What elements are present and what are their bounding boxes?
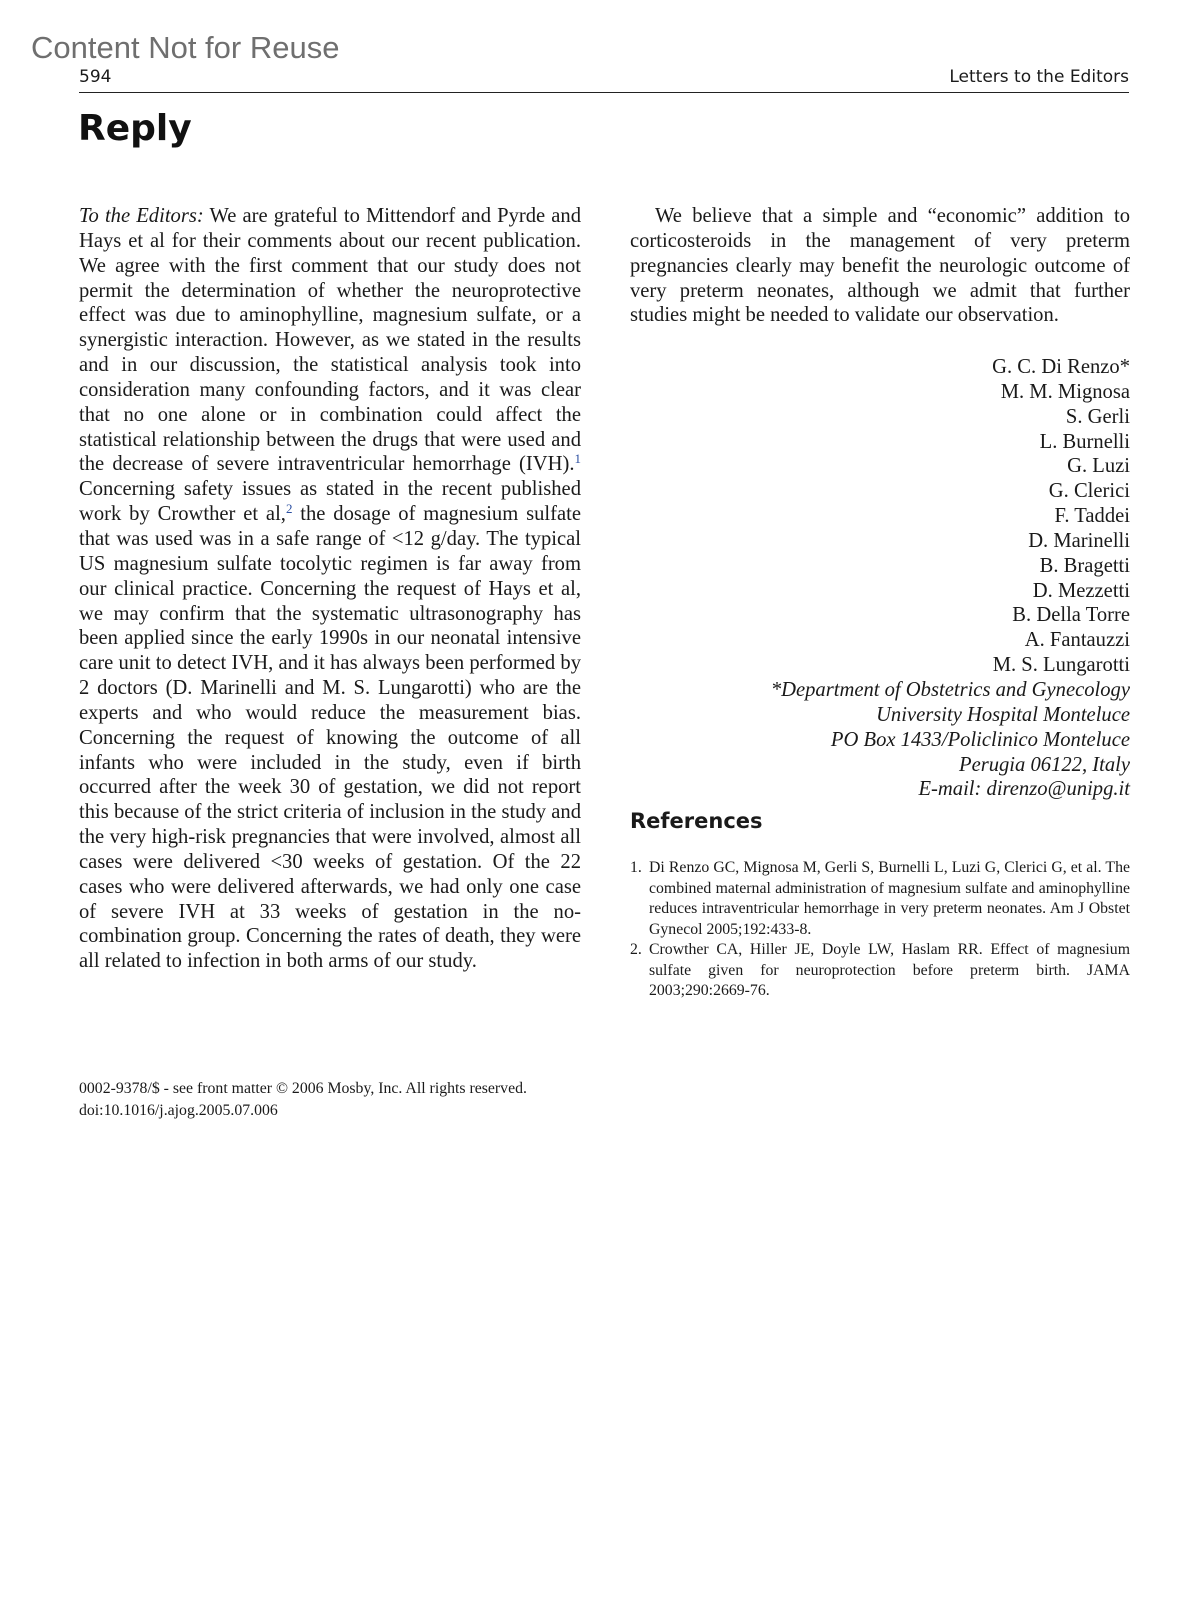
author-name: B. Bragetti [1039, 554, 1130, 577]
reference-number: 1. [630, 859, 642, 876]
reference-item [630, 940, 1130, 1002]
reference-text: Crowther CA, Hiller JE, Doyle LW, Haslam RR. Effect of magnesium sulfate given for neuroprotection before preterm birth. JAMA 2003;290:2669-76. [649, 941, 1130, 999]
author-email[interactable]: E-mail: direnzo@unipg.it [918, 778, 1130, 801]
affiliation-line: PO Box 1433/Policlinico Monteluce [830, 728, 1130, 751]
author-name: G. Clerici [1048, 480, 1130, 503]
body-text-1: We are grateful to Mittendorf and Pyrde and Hays et al for their comments about our recent publication. We agree with the first comment that our study does not permit the determination of whether the neuroprotective effect was due to aminophylline, magnesium sulfate, or a synergistic interaction. However, as we stated in the results and in our discussion, the statistical analysis took into consideration many confounding factors, and it was clear that no one alone or in combination could affect the statistical relationship between the drugs that were used and the decrease of severe intraventricular hemorrhage (IVH). [79, 205, 581, 476]
citation-2[interactable]: 2 [285, 501, 293, 517]
watermark: Content Not for Reuse [31, 30, 340, 65]
running-head [79, 64, 1129, 93]
body-text-2: Concerning safety issues as stated in the recent published work by Crowther et al, [79, 478, 581, 526]
article-title: Reply [78, 108, 192, 149]
author-name: B. Della Torre [1012, 604, 1130, 627]
author-block [771, 355, 1130, 802]
citation-1[interactable]: 1 [574, 451, 581, 467]
author-name: M. S. Lungarotti [992, 654, 1130, 677]
left-column-text [79, 204, 581, 974]
author-name: S. Gerli [1065, 405, 1130, 428]
page-number: 594 [79, 67, 112, 87]
author-name: A. Fantauzzi [1024, 629, 1130, 652]
author-name: F. Taddei [1054, 505, 1130, 528]
affiliation-line: Perugia 06122, Italy [958, 753, 1130, 776]
author-name: D. Mezzetti [1032, 579, 1130, 602]
copyright-line: 0002-9378/$ - see front matter © 2006 Mosby, Inc. All rights reserved. [79, 1080, 527, 1097]
references-heading: References [630, 809, 763, 833]
section-title: Letters to the Editors [949, 67, 1129, 87]
right-column-text: We believe that a simple and “economic” addition to corticosteroids in the management of very preterm pregnancies clearly may benefit the neurologic outcome of very preterm neonates, although we admit that further studies might be needed to validate our observation. [630, 205, 1130, 327]
reference-text: Di Renzo GC, Mignosa M, Gerli S, Burnelli L, Luzi G, Clerici G, et al. The combined maternal administration of magnesium sulfate and aminophylline reduces intraventricular hemorrhage in very preterm neonates. Am J Obstet Gynecol 2005;192:433-8. [649, 859, 1130, 938]
author-name: G. C. Di Renzo* [992, 356, 1130, 378]
reference-number: 2. [630, 941, 642, 958]
author-name: M. M. Mignosa [1000, 380, 1130, 403]
doi-line[interactable]: doi:10.1016/j.ajog.2005.07.006 [79, 1101, 278, 1119]
reference-item [630, 858, 1130, 940]
salutation: To the Editors: [79, 205, 204, 227]
author-name: L. Burnelli [1039, 430, 1130, 453]
affiliation-line: University Hospital Monteluce [876, 703, 1130, 726]
affiliation-line: *Department of Obstetrics and Gynecology [770, 678, 1130, 701]
author-name: D. Marinelli [1028, 529, 1130, 552]
author-name: G. Luzi [1067, 455, 1130, 478]
reference-list [630, 858, 1130, 1002]
footer-notice [79, 1078, 527, 1121]
body-text-3: the dosage of magnesium sulfate that was used was in a safe range of <12 g/day. The typical US magnesium sulfate tocolytic regimen is far away from our clinical practice. Concerning the request of Hays et al, we may confirm that the systematic ultrasonography has been applied since the early 1990s in our neonatal intensive care unit to detect IVH, and it has always been performed by 2 doctors (D. Marinelli and M. S. Lungarotti) who are the experts and who would reduce the measurement bias. Concerning the request of knowing the outcome of all infants who were included in the study, even if birth occurred after the week 30 of gestation, we did not report this because of the strict criteria of inclusion in the study and the very high-risk pregnancies that were involved, almost all cases were delivered <30 weeks of gestation. Of the 22 cases who were delivered afterwards, we had only one case of severe IVH at 33 weeks of gestation in the no-combination group. Concerning the rates of death, they were all related to infection in both arms of our study. [79, 503, 581, 973]
